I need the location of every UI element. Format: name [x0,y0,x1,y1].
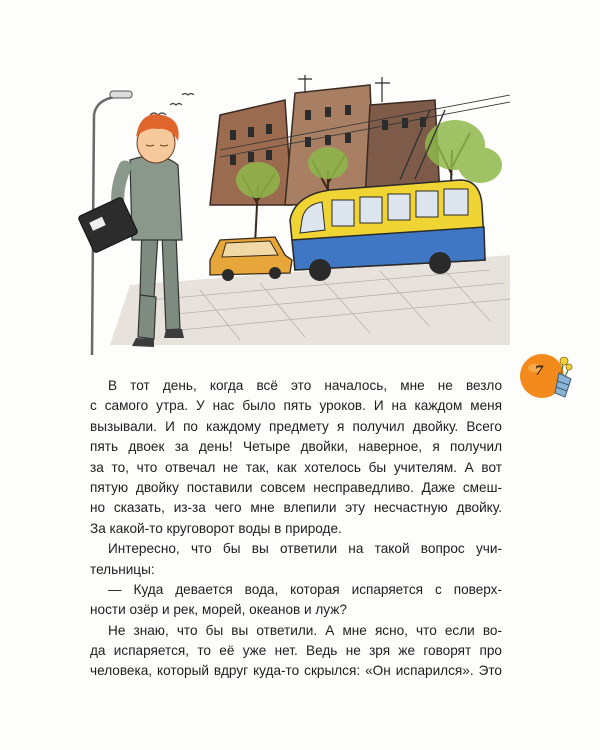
text-line: но сказать, из-за чего мне влепили эту несчастную двойку. [90,500,502,516]
text-line: да испаряется, то её уже нет. Ведь не зря же говорят про [90,643,502,659]
boy-with-briefcase-trolleybus-icon [70,55,510,355]
text-line: пять двоек за день! Четыре двойки, наверное, я получил [90,439,502,455]
text-line: человека, который вдруг куда-то скрылся: «Он испарился». Это [90,663,502,679]
text-line: с самого утра. У нас было пять уроков. И на каждом меня [90,398,502,414]
text-line: Интересно, что бы вы ответили на такой вопрос учи- [108,541,502,557]
text-line: — Куда девается вода, которая испаряется с поверх- [108,581,502,597]
text-line: пятую двойку поставили совсем несправедливо. Даже смеш- [90,479,502,495]
text-line: За какой-то круговорот воды в природе. [90,520,342,536]
story-text [90,376,502,682]
text-line: тельницы: [90,561,155,577]
text-line: за то, что отвечал не так, как хотелось бы учителям. А вот [90,459,502,475]
text-line: В тот день, когда всё это началось, мне не везло [108,378,502,393]
text-line: вызывали. И по каждому предмету я получил двойку. Всего [90,418,502,434]
page-number: 7 [534,364,544,379]
text-line: ности озёр и рек, морей, океанов и луж? [90,602,347,618]
text-line: Не знаю, что бы вы ответили. А мне ясно, что если во- [108,622,502,638]
